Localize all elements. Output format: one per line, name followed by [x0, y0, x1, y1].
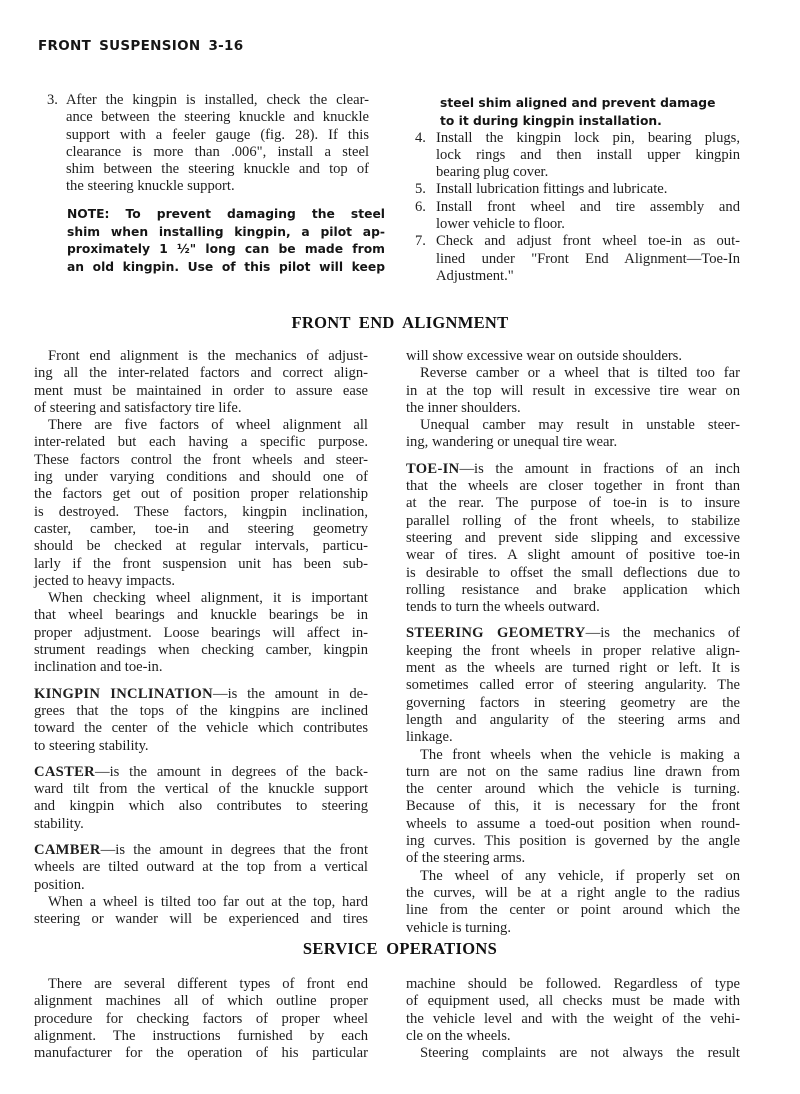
text-line: machine should be followed. Regardless of type — [406, 976, 740, 992]
text-line: When checking wheel alignment, it is important — [48, 590, 368, 607]
text-line: ing, wandering or unequal tire wear. — [406, 434, 618, 451]
text-line: lock rings and then install upper kingpin — [436, 146, 740, 163]
text-line: governing factors in steering geometry are the — [406, 694, 740, 711]
text-line: larly if the front suspension unit has been sub- — [34, 555, 368, 572]
text-line: sometimes called error of steering angularity. The — [406, 677, 740, 694]
section-title-front-end-alignment: FRONT END ALIGNMENT — [291, 313, 509, 332]
text-line: and kingpin which also contributes to steering — [34, 798, 368, 815]
text-line: rolling resistance and brake application which — [406, 581, 740, 598]
definition-toe-in — [406, 461, 740, 617]
text-line: the steering knuckle support. — [66, 178, 235, 195]
text-line: of steering and satisfactory tire life. — [34, 399, 242, 416]
text-line: When a wheel is tilted too far out at the top, hard — [48, 893, 368, 910]
paragraph-unequal-camber — [406, 417, 740, 452]
note-block — [67, 206, 385, 277]
note-line: to it during kingpin installation. — [440, 113, 662, 128]
text-line: Front end alignment is the mechanics of adjust- — [48, 348, 368, 364]
term-caster: CASTER — [34, 763, 96, 780]
text-line: These factors control the front wheels and steer- — [34, 451, 368, 468]
definition-kingpin-inclination — [34, 686, 368, 755]
text-line: should be checked at regular intervals, particu- — [34, 538, 368, 555]
text-line: the factors get out of position proper relationship — [34, 486, 368, 503]
step-number: 5. — [415, 181, 426, 198]
text-line: to steering stability. — [34, 737, 149, 754]
text-line: that the wheels are closer together in front than — [406, 478, 740, 495]
text-line: toward the center of the vehicle which contributes — [34, 720, 368, 737]
text-line: Steering complaints are not always the result — [420, 1045, 740, 1062]
text-fragment: —is the mechanics of — [585, 625, 740, 642]
service-left-column — [34, 976, 368, 1062]
text-line: wheels to assume a toed-out position when round- — [406, 815, 740, 832]
text-line: jected to heavy impacts. — [34, 572, 176, 589]
note-line: steel shim aligned and prevent damage — [440, 96, 716, 110]
text-line: Check and adjust front wheel toe-in as out- — [436, 233, 740, 250]
paragraph-intro — [34, 348, 368, 417]
service-right-column — [406, 976, 740, 1062]
text-line: alignment. The instructions furnished by each — [34, 1027, 368, 1044]
step-number: 4. — [415, 129, 426, 146]
text-line: in at the top will result in excessive tire wear on — [406, 382, 740, 399]
text-line: keeping the front wheels in proper relative align- — [406, 642, 740, 659]
paragraph-wheel-any-vehicle — [406, 868, 740, 937]
note-continuation — [440, 95, 716, 131]
text-line: the vehicle level and with the weight of the vehi- — [406, 1010, 740, 1027]
top-right-column — [413, 95, 740, 285]
text-line: proper adjustment. Loose bearings will affect in- — [34, 624, 368, 641]
text-line: procedure for checking factors of proper wheel — [34, 1010, 368, 1027]
text-line: Install front wheel and tire assembly and — [436, 198, 740, 215]
text-line: The wheel of any vehicle, if properly set on — [420, 867, 740, 884]
term-steering-geometry: STEERING GEOMETRY — [406, 625, 586, 642]
text-line: Install the kingpin lock pin, bearing plugs, — [436, 129, 740, 146]
text-fragment: —is the amount in de- — [213, 685, 368, 702]
step-number: 3. — [47, 92, 58, 108]
text-line: stability. — [34, 815, 84, 832]
text-line: turn are not on the same radius line drawn from — [406, 763, 740, 780]
text-line: that wheel bearings and knuckle bearings be in — [34, 607, 368, 624]
alignment-right-column — [406, 348, 740, 937]
text-line: steering or wander will be experienced and tires — [34, 911, 368, 928]
text-line: the curves, will be at a right angle to the radius — [406, 884, 740, 901]
definition-caster — [34, 764, 368, 833]
text-line: linkage. — [406, 729, 453, 746]
text-line: shim between the steering knuckle and top of — [66, 161, 369, 178]
text-line: vehicle is turning. — [406, 919, 511, 936]
note-line: an old kingpin. Use of this pilot will keep — [67, 260, 385, 275]
text-line: parallel rolling of the front wheels, to stabilize — [406, 512, 740, 529]
step-number: 7. — [415, 233, 426, 250]
top-left-column — [47, 92, 385, 277]
step-4 — [413, 130, 740, 182]
text-line: lower vehicle to floor. — [436, 216, 565, 233]
text-line: wear of tires. A slight amount of positive toe-in — [406, 547, 740, 564]
note-line: NOTE: To prevent damaging the steel — [67, 206, 385, 221]
text-line: ward tilt from the vertical of the knuckle support — [34, 781, 368, 798]
term-camber: CAMBER — [34, 842, 101, 859]
paragraph-checking — [34, 590, 368, 676]
text-line: alignment machines all of which outline proper — [34, 993, 368, 1010]
text-line: ment must be maintained in order to assure ease — [34, 382, 368, 399]
text-line: manufacturer for the operation of his particular — [34, 1045, 368, 1062]
text-line: ing under varying conditions and should one of — [34, 469, 368, 486]
step-6 — [413, 199, 740, 234]
text-line: is desirable to offset the small deflections due to — [406, 564, 740, 581]
alignment-left-column — [34, 348, 368, 929]
text-line: ment as the wheels are turned right or left. It is — [406, 660, 740, 677]
text-line: ance between the steering knuckle and knuckle — [66, 109, 369, 126]
term-toe-in: TOE-IN — [406, 460, 460, 477]
text-fragment: —is the amount in degrees that the front — [100, 842, 368, 859]
section-title-service-operations: SERVICE OPERATIONS — [302, 939, 498, 958]
page-header: FRONT SUSPENSION 3-16 — [38, 38, 244, 54]
text-line: ing curves. This position is governed by the angle — [406, 833, 740, 850]
text-line: will show excessive wear on outside shoulders. — [406, 348, 683, 364]
paragraph-camber-continued — [406, 348, 740, 365]
step-3 — [47, 92, 369, 196]
text-line: line from the center or point around which the — [406, 902, 740, 919]
definition-camber — [34, 842, 368, 894]
paragraph-camber-outward — [34, 894, 368, 929]
text-line: Because of this, it is necessary for the front — [406, 798, 740, 815]
note-line: proximately 1 ½" long can be made from — [67, 242, 385, 257]
step-5 — [413, 181, 740, 198]
text-line: After the kingpin is installed, check the clear- — [66, 92, 369, 108]
text-line: support with a feeler gauge (fig. 28). If this — [66, 126, 369, 143]
text-line: bearing plug cover. — [436, 164, 549, 181]
text-line: Adjustment." — [436, 267, 514, 284]
text-line: at the rear. The purpose of toe-in is to insure — [406, 495, 740, 512]
text-line: wheels are tilted outward at the top from a vertical — [34, 859, 368, 876]
text-line: There are five factors of wheel alignment all — [48, 417, 368, 434]
text-line: Reverse camber or a wheel that is tilted too far — [420, 365, 740, 382]
note-line: shim when installing kingpin, a pilot ap- — [67, 224, 385, 239]
definition-steering-geometry — [406, 625, 740, 746]
term-kingpin-inclination: KINGPIN INCLINATION — [34, 685, 213, 702]
text-line: ing all the inter-related factors and correct align- — [34, 365, 368, 382]
text-fragment: —is the amount in degrees of the back- — [95, 763, 368, 780]
text-line: of equipment used, all checks must be made with — [406, 993, 740, 1010]
text-line: tends to turn the wheels outward. — [406, 599, 600, 616]
text-line: the inner shoulders. — [406, 399, 521, 416]
text-line: strument readings when checking camber, kingpin — [34, 642, 368, 659]
paragraph-five-factors — [34, 417, 368, 590]
text-line: the center around which the vehicle is turning. — [406, 781, 740, 798]
step-number: 6. — [415, 198, 426, 215]
text-line: inter-related but each having a specific purpose. — [34, 434, 368, 451]
text-line: clearance is more than .006", install a steel — [66, 143, 369, 160]
text-line: lined under "Front End Alignment—Toe-In — [436, 250, 740, 267]
text-line: Install lubrication fittings and lubricate. — [436, 181, 668, 198]
paragraph-reverse-camber — [406, 365, 740, 417]
text-line: inclination and toe-in. — [34, 659, 163, 676]
text-line: The front wheels when the vehicle is making a — [420, 746, 740, 763]
text-line: Unequal camber may result in unstable steer- — [420, 417, 740, 434]
step-7 — [413, 233, 740, 285]
text-line: is destroyed. These factors, kingpin inclination, — [34, 503, 368, 520]
text-line: grees that the tops of the kingpins are inclined — [34, 702, 368, 719]
text-line: cle on the wheels. — [406, 1027, 511, 1044]
text-fragment: —is the amount in fractions of an inch — [459, 460, 740, 477]
text-line: position. — [34, 876, 85, 893]
text-line: caster, camber, toe-in and steering geometry — [34, 520, 368, 537]
text-line: of the steering arms. — [406, 850, 526, 867]
text-line: length and angularity of the steering arms and — [406, 711, 740, 728]
text-line: There are several different types of front end — [48, 976, 368, 992]
paragraph-front-wheels-turn — [406, 747, 740, 868]
text-line: steering and prevent side slipping and excessive — [406, 529, 740, 546]
